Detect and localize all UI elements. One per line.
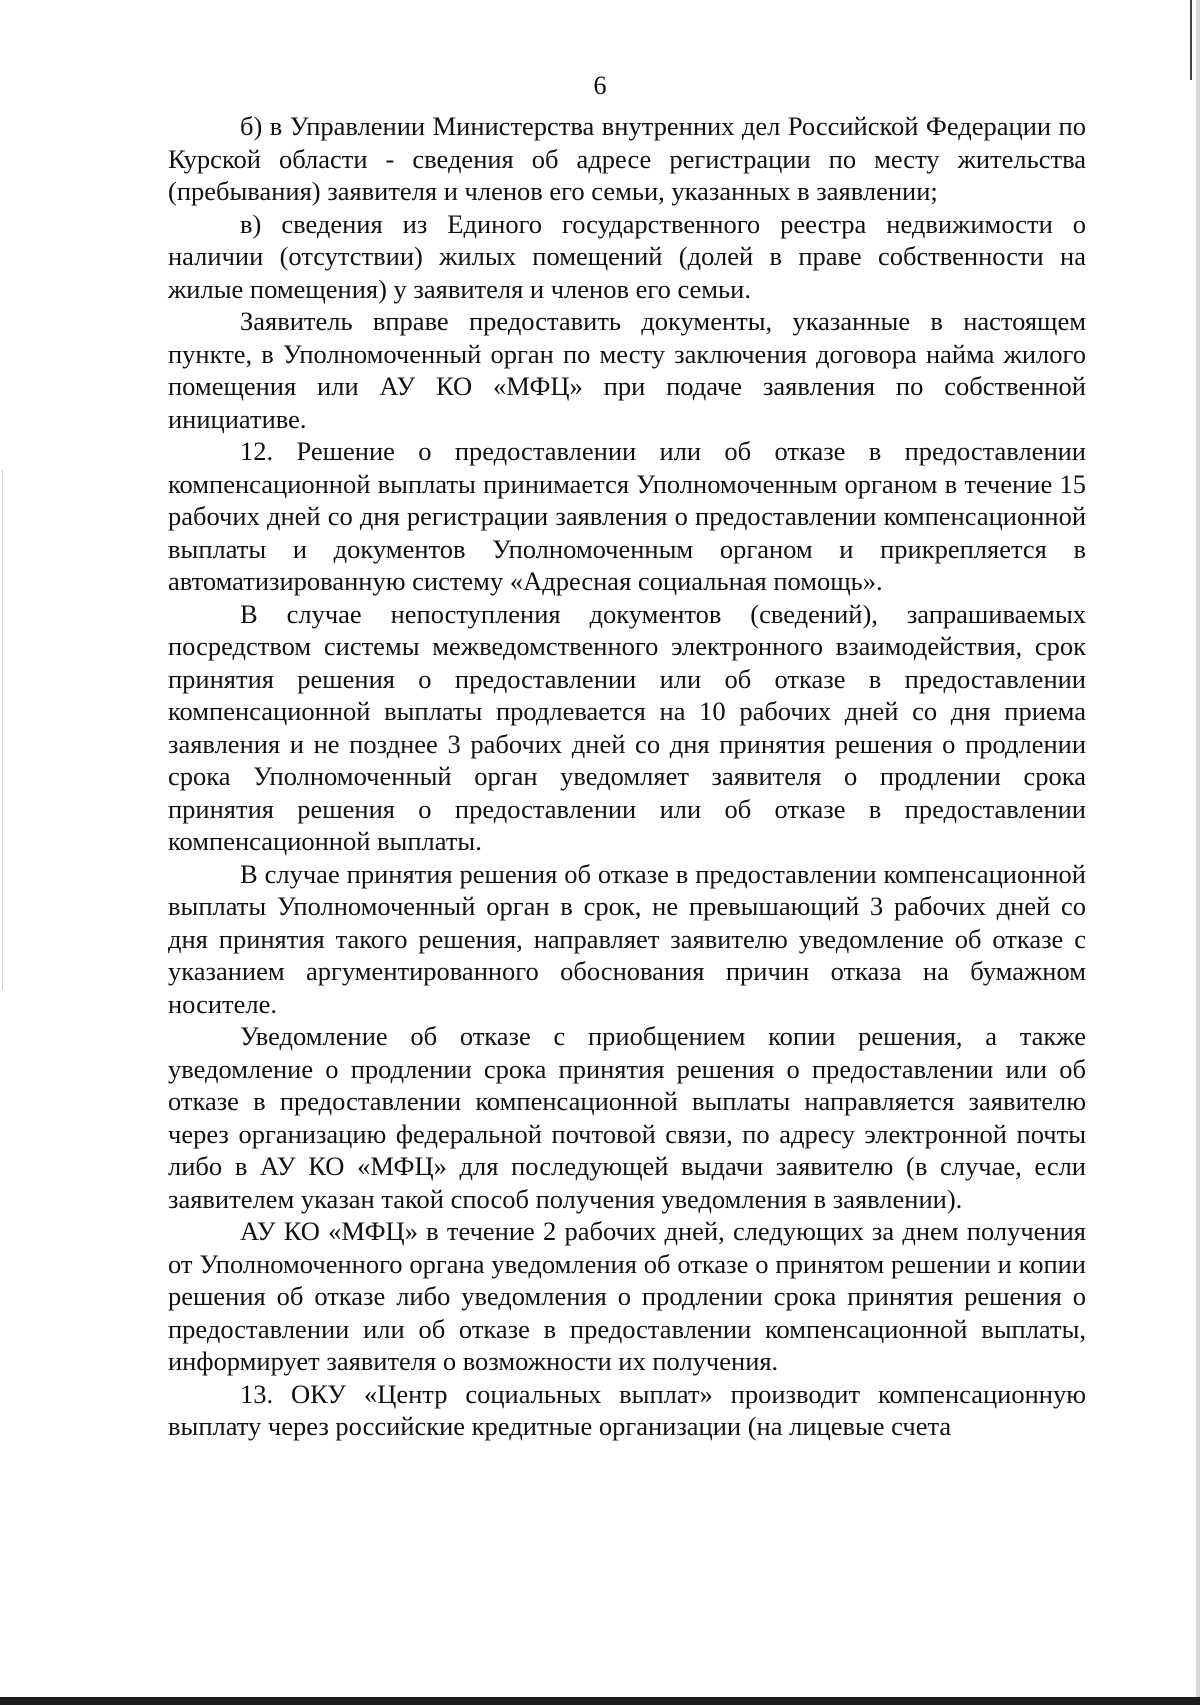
paragraph-term-extension: В случае непоступления документов (сведений), запрашиваемых посредством системы межведомственного электронного взаимодействия, срок принятия решения о предоставлении или об отказе в предоставлении компенсационной выплаты продлевается на 10 рабочих дней со дня приема заявления и не позднее 3 рабочих дней со дня принятия решения о продлении срока Уполномоченный орган уведомляет заявителя о продлении срока принятия решения о предоставлении или об отказе в предоставлении компенсационной выплаты. (168, 598, 1086, 856)
page-number: 6 (593, 71, 607, 100)
paragraph-13-payment: 13. ОКУ «Центр социальных выплат» производит компенсационную выплату через российские кредитные организации (на лицевые счета (168, 1378, 1086, 1441)
scan-mark-right (1190, 0, 1192, 80)
paragraph-mfc-informing: АУ КО «МФЦ» в течение 2 рабочих дней, следующих за днем получения от Уполномоченного органа уведомления об отказе о принятом решении и копии решения об отказе либо уведомления о продлении срока принятия решения о предоставлении или об отказе в предоставлении компенсационной выплаты, информирует заявителя о возможности их получения. (168, 1216, 1086, 1376)
paragraph-b-mvd: б) в Управлении Министерства внутренних дел Российской Федерации по Курской области - сведения об адресе регистрации по месту жительства (пребывания) заявителя и членов его семьи, указанных в заявлении; (168, 111, 1086, 206)
scan-edge-right (1196, 0, 1200, 1705)
scan-bottom-edge (0, 1697, 1200, 1705)
scan-mark-left (2, 470, 3, 990)
paragraph-12-decision: 12. Решение о предоставлении или об отказе в предоставлении компенсационной выплаты принимается Уполномоченным органом в течение 15 рабочих дней со дня регистрации заявления о предоставлении компенсационной выплаты и документов Уполномоченным органом и прикрепляется в автоматизированную систему «Адресная социальная помощь». (168, 436, 1086, 596)
document-body (168, 110, 1086, 1443)
paragraph-notification-delivery: Уведомление об отказе с приобщением копии решения, а также уведомление о продлении срока принятия решения о предоставлении или об отказе в предоставлении компенсационной выплаты направляется заявителю через организацию федеральной почтовой связи, по адресу электронной почты либо в АУ КО «МФЦ» для последующей выдачи заявителю (в случае, если заявителем указан такой способ получения уведомления в заявлении). (168, 1021, 1086, 1214)
paragraph-refusal-notice: В случае принятия решения об отказе в предоставлении компенсационной выплаты Уполномоченный орган в срок, не превышающий 3 рабочих дней со дня принятия такого решения, направляет заявителю уведомление об отказе с указанием аргументированного обоснования причин отказа на бумажном носителе. (168, 858, 1086, 1019)
paragraph-v-egrn: в) сведения из Единого государственного реестра недвижимости о наличии (отсутствии) жилых помещений (долей в праве собственности на жилые помещения) у заявителя и членов его семьи. (168, 208, 1086, 304)
paragraph-applicant-right: Заявитель вправе предоставить документы, указанные в настоящем пункте, в Уполномоченный орган по месту заключения договора найма жилого помещения или АУ КО «МФЦ» при подаче заявления по собственной инициативе. (168, 306, 1086, 434)
